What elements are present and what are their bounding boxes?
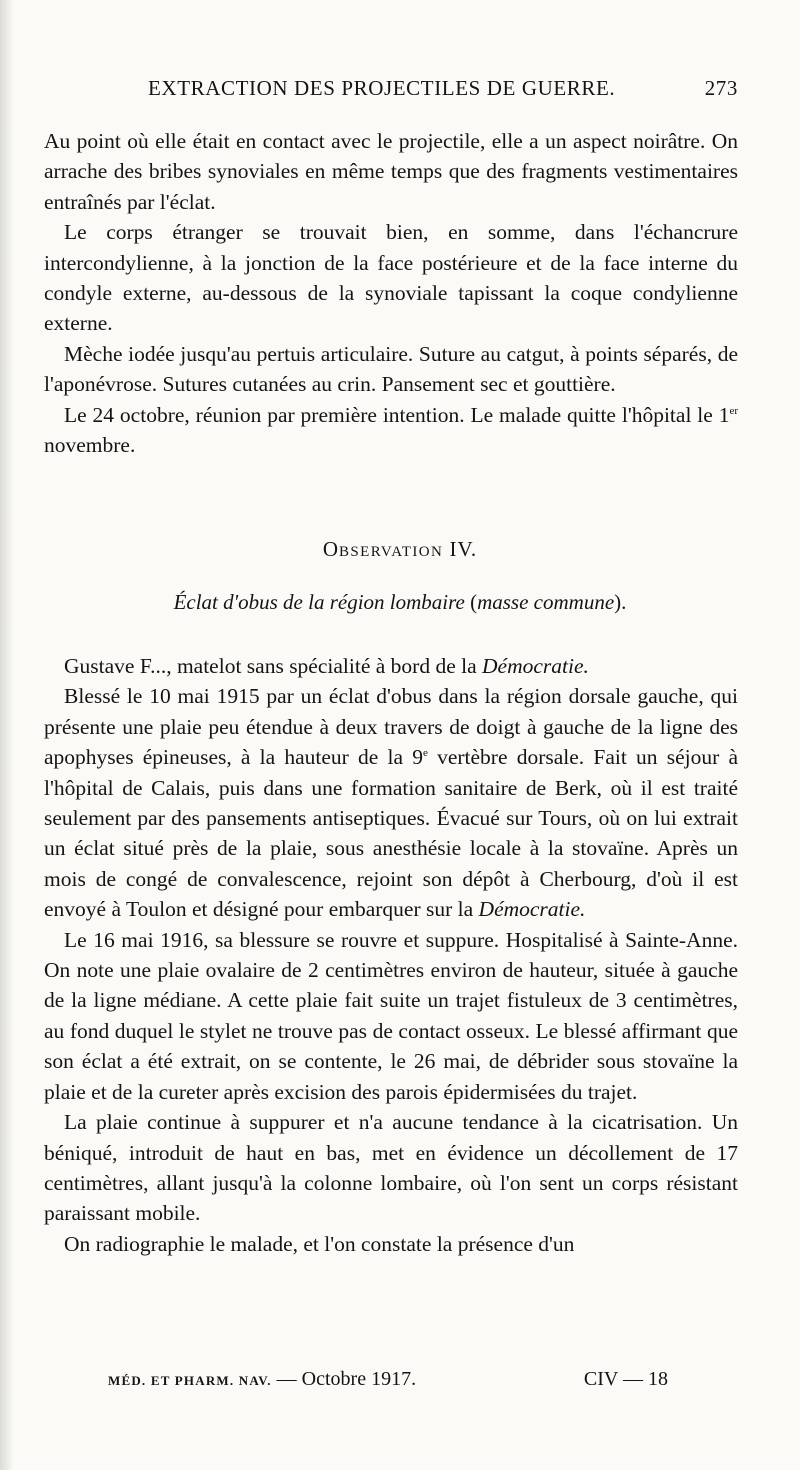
superscript: e [423, 747, 428, 760]
running-title: EXTRACTION DES PROJECTILES DE GUERRE. [148, 76, 616, 100]
heading-numeral: IV. [443, 537, 478, 561]
text-run: Le 24 octobre, réunion par première intention. Le malade quitte l'hôpital le 1 [64, 402, 730, 427]
paragraph: Au point où elle était en contact avec le projectile, elle a un aspect noirâtre. On arrache des bribes synoviales en même temps que des fragments vestimentaires entraînés par l'éclat. [44, 129, 738, 214]
paragraph: La plaie continue à suppurer et n'a aucune tendance à la cicatrisation. Un béniqué, introduit de haut en bas, met en évidence un décollement de 17 centimètres, allant jusqu'à la colonne lombaire, où l'on sent un corps résistant paraissant mobile. [44, 1110, 738, 1226]
subtitle-paren-text: masse commune [477, 590, 615, 614]
ship-name: Démocratie. [478, 897, 586, 922]
text-block-observation [44, 651, 738, 1259]
observation-subtitle [0, 590, 800, 615]
superscript: er [729, 404, 738, 417]
text-run: Blessé le 10 mai 1915 par un éclat d'obus dans la région dorsale gauche, qui présente une plaie peu étendue à deux travers de doigt à gauche de la ligne des apophyses épineuses, à la hauteur de la 9 [44, 684, 738, 770]
subtitle-text: Éclat d'obus de la région lombaire [173, 590, 465, 614]
footer-date: — Octobre 1917. [271, 1368, 417, 1390]
text-block-top [44, 126, 738, 460]
ship-name: Démocratie. [482, 654, 589, 678]
page-edge-shadow [0, 0, 14, 1470]
paragraph: On radiographie le malade, et l'on constate la présence d'un [64, 1231, 575, 1256]
footer-journal-abbrev: MÉD. ET PHARM. NAV. [108, 1373, 272, 1388]
footer-journal [108, 1368, 416, 1391]
page-footer [108, 1368, 668, 1398]
text-run: Gustave F..., matelot sans spécialité à bord de la [64, 654, 483, 678]
paragraph: Le 16 mai 1916, sa blessure se rouvre et suppure. Hospitalisé à Sainte-Anne. On note une plaie ovalaire de 2 centimètres environ de hauteur, située à gauche de la ligne médiane. A cette plaie fait suite un trajet fistuleux de 3 centimètres, au fond duquel le stylet ne trouve pas de contact osseux. Le blessé affirmant que son éclat a été extrait, on se contente, le 26 mai, de débrider sous stovaïne la plaie et de la cureter après excision des parois épidermisées du trajet. [44, 927, 738, 1104]
running-header [40, 76, 740, 108]
heading-smallcaps: BSERVATION [339, 544, 444, 560]
observation-heading [0, 537, 800, 562]
paragraph: Le corps étranger se trouvait bien, en somme, dans l'échancrure intercondylienne, à la jonction de la face postérieure et de la face interne du condyle externe, au-dessous de la synoviale tapissant la coque condylienne externe. [44, 220, 738, 336]
subtitle-paren: ). [614, 590, 627, 614]
subtitle-paren: ( [464, 590, 478, 614]
text-run: vertèbre dorsale. Fait un séjour à l'hôpital de Calais, puis dans une formation sanitaire de Berk, où il est traité seulement par des pansements antiseptiques. Évacué sur Tours, où on lui extrait un éclat situé près de la plaie, sous anesthésie locale à la stovaïne. Après un mois de congé de convalescence, rejoint son dépôt à Cherbourg, d'où il est envoyé à Toulon et désigné pour embarquer sur la [44, 745, 738, 922]
text-run: novembre. [44, 433, 136, 458]
paragraph: Mèche iodée jusqu'au pertuis articulaire. Suture au catgut, à points séparés, de l'aponévrose. Sutures cutanées au crin. Pansement sec et gouttière. [44, 341, 738, 397]
paragraph [44, 651, 738, 681]
page-number: 273 [704, 76, 738, 100]
footer-signature: CIV — 18 [583, 1368, 668, 1390]
paragraph [44, 400, 738, 461]
paragraph [44, 681, 738, 924]
heading-initial: O [322, 537, 339, 561]
